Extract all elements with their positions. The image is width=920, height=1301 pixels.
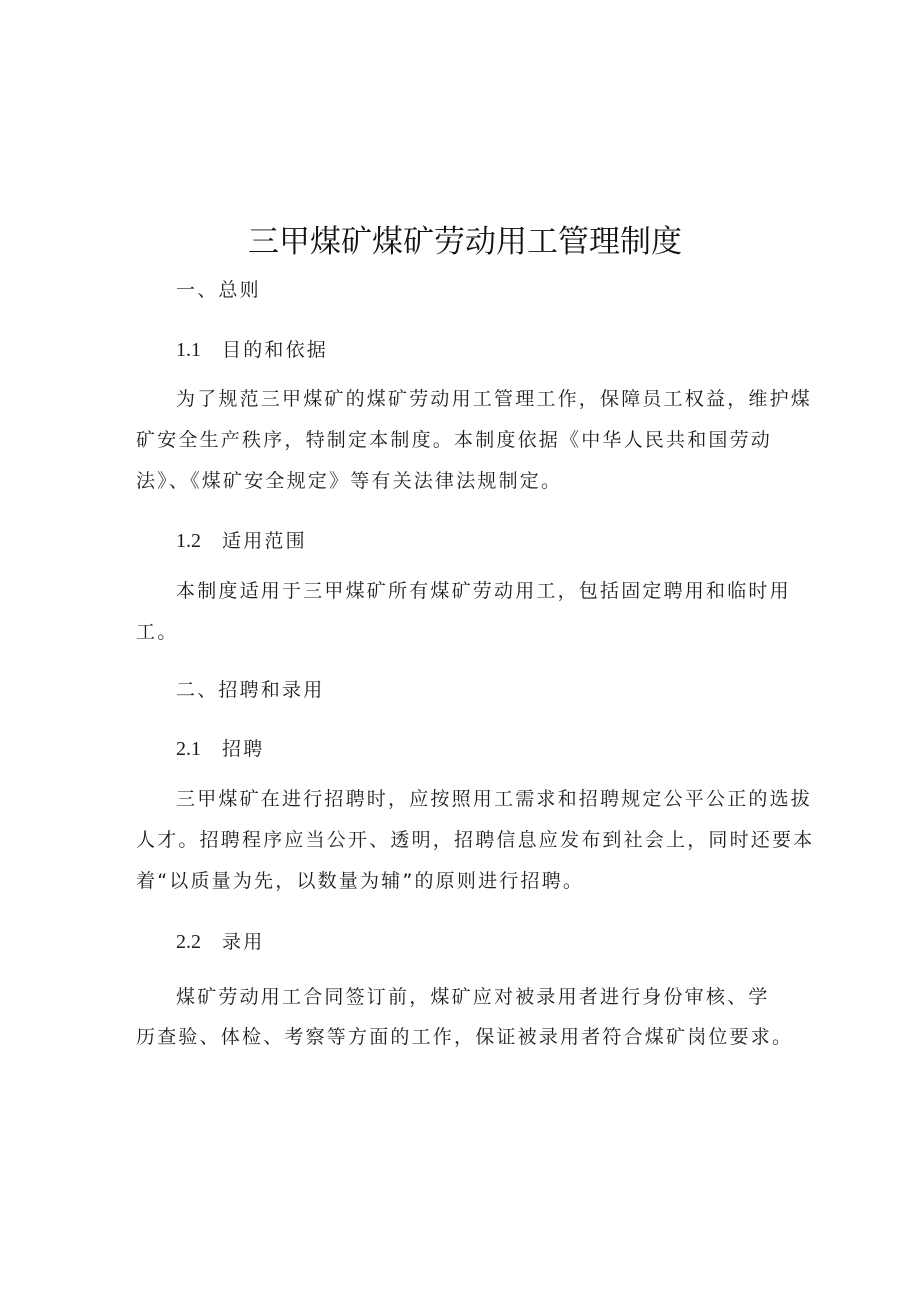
- subsection-heading-scope: [176, 528, 307, 554]
- paragraph-line: 法》、《煤矿安全规定》等有关法律法规制定。: [136, 470, 563, 492]
- document-title: 三甲煤矿煤矿劳动用工管理制度: [248, 224, 682, 260]
- paragraph-line: 人才。招聘程序应当公开、透明，招聘信息应发布到社会上，同时还要本: [136, 829, 815, 851]
- paragraph-line: 历查验、体检、考察等方面的工作，保证被录用者符合煤矿岗位要求。: [136, 1026, 794, 1048]
- paragraph-line: 煤矿劳动用工合同签订前，煤矿应对被录用者进行身份审核、学: [176, 986, 770, 1008]
- subsection-heading-hiring: [176, 929, 264, 955]
- paragraph-line: 工。: [136, 621, 179, 643]
- subsection-heading-recruit: [176, 736, 264, 762]
- paragraph-line: 三甲煤矿在进行招聘时，应按照用工需求和招聘规定公平公正的选拔: [176, 788, 813, 810]
- subsection-label: 适用范围: [222, 530, 307, 552]
- subsection-label: 目的和依据: [222, 339, 329, 361]
- paragraph-line: 矿安全生产秩序，特制定本制度。本制度依据《中华人民共和国劳动: [136, 429, 773, 451]
- subsection-heading-purpose: [176, 337, 328, 363]
- subsection-label: 招聘: [222, 738, 265, 760]
- subsection-number: 2.2: [176, 931, 201, 953]
- subsection-label: 录用: [222, 931, 265, 953]
- section-heading-general: 一、总则: [176, 279, 261, 301]
- subsection-number: 2.1: [176, 738, 201, 760]
- subsection-number: 1.1: [176, 339, 201, 361]
- paragraph-line: 为了规范三甲煤矿的煤矿劳动用工管理工作，保障员工权益，维护煤: [176, 388, 813, 410]
- paragraph-line: 着“以质量为先，以数量为辅”的原则进行招聘。: [136, 870, 585, 892]
- section-heading-recruitment: 二、招聘和录用: [176, 679, 325, 701]
- subsection-number: 1.2: [176, 530, 201, 552]
- paragraph-line: 本制度适用于三甲煤矿所有煤矿劳动用工，包括固定聘用和临时用: [176, 580, 791, 602]
